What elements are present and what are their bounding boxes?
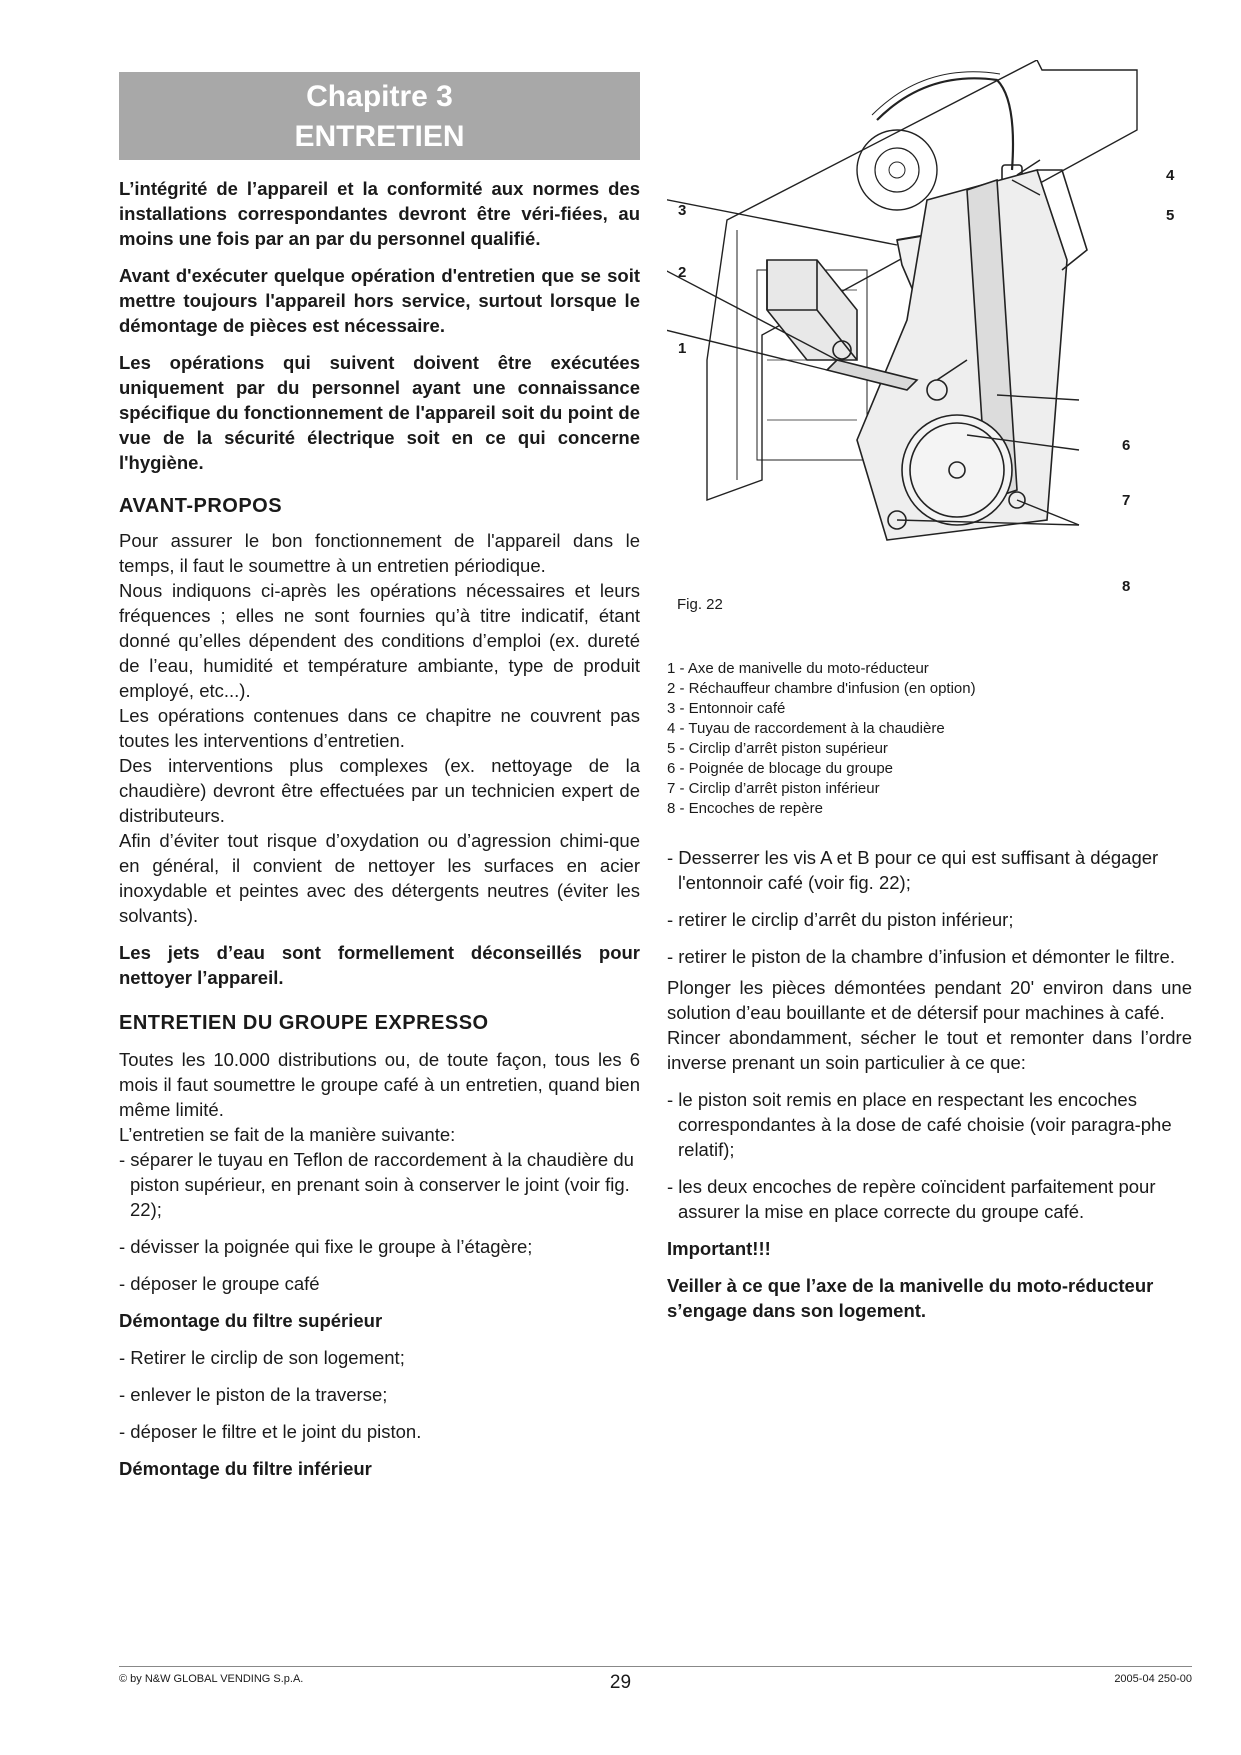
- intro-paragraph: Avant d'exécuter quelque opération d'entretien que se soit mettre toujours l'appareil hors service, surtout lorsque le démontage de pièces est nécessaire.: [119, 265, 640, 336]
- document-code: 2005-04 250-00: [1114, 1673, 1192, 1685]
- list-item: - le piston soit remis en place en respectant les encoches correspondantes à la dose de café choisie (voir paragra-phe relatif);: [667, 1089, 1172, 1160]
- body-paragraph: Des interventions plus complexes (ex. nettoyage de la chaudière) devront être effectuées par un technicien expert de distributeurs.: [119, 755, 640, 826]
- footer-copyright: © by N&W GLOBAL VENDING S.p.A.: [119, 1673, 304, 1685]
- warning-paragraph: Les jets d’eau sont formellement déconseillés pour nettoyer l’appareil.: [119, 942, 640, 988]
- section-heading-avant-propos: AVANT-PROPOS: [119, 495, 283, 517]
- legend-item: 2 - Réchauffeur chambre d'infusion (en option): [667, 680, 976, 697]
- body-paragraph: Plonger les pièces démontées pendant 20' environ dans une solution d’eau bouillante et de détersif pour machines à café.: [667, 977, 1192, 1023]
- page-number: 29: [609, 1672, 632, 1693]
- list-item: - Retirer le circlip de son logement;: [119, 1347, 405, 1368]
- subheading-filtre-inferieur: Démontage du filtre inférieur: [119, 1458, 372, 1479]
- important-note: Veiller à ce que l’axe de la manivelle du moto-réducteur s’engage dans son logement.: [667, 1275, 1154, 1321]
- left-column: [119, 72, 640, 1481]
- body-paragraph: L’entretien se fait de la manière suivante:: [119, 1124, 456, 1145]
- intro-paragraph: L’intégrité de l’appareil et la conformité aux normes des installations correspondantes devront être véri-fiées, au moins une fois par an par du personnel qualifié.: [119, 178, 640, 249]
- list-item: - retirer le circlip d’arrêt du piston inférieur;: [667, 909, 1014, 930]
- important-label: Important!!!: [667, 1238, 771, 1259]
- chapter-title: ENTRETIEN: [294, 120, 465, 153]
- list-item: - dévisser la poignée qui fixe le groupe à l’étagère;: [119, 1236, 533, 1257]
- callout-8: 8: [1122, 578, 1131, 595]
- list-item: - déposer le groupe café: [119, 1273, 320, 1294]
- list-item: - les deux encoches de repère coïncident parfaitement pour assurer la mise en place correcte du groupe café.: [667, 1176, 1156, 1222]
- legend-item: 1 - Axe de manivelle du moto-réducteur: [667, 660, 929, 677]
- body-paragraph: Rincer abondamment, sécher le tout et remonter dans l’ordre inverse prenant un soin particulier à ce que:: [667, 1027, 1192, 1073]
- callout-2: 2: [678, 264, 687, 281]
- intro-paragraph: Les opérations qui suivent doivent être exécutées uniquement par du personnel ayant une connaissance spécifique du fonctionnement de l'appareil soit du point de vue de la sécurité électrique soit en ce qui concerne l'hygiène.: [119, 352, 640, 473]
- legend-item: 5 - Circlip d’arrêt piston supérieur: [667, 740, 888, 757]
- callout-3: 3: [678, 202, 687, 219]
- body-paragraph: Nous indiquons ci-après les opérations nécessaires et leurs fréquences ; elles ne sont fournies qu’à titre indicatif, étant donné qu’elles dépendent des conditions d’emploi (ex. dureté de l’eau, humidité et température ambiante, type de produit employé, etc...).: [119, 580, 640, 701]
- fig-22-illustration: [667, 60, 1197, 620]
- body-paragraph: Les opérations contenues dans ce chapitre ne couvrent pas toutes les interventions d’entretien.: [119, 705, 640, 751]
- legend-item: 7 - Circlip d’arrêt piston inférieur: [667, 780, 880, 797]
- body-paragraph: Afin d’éviter tout risque d’oxydation ou d’agression chimi-que en général, il convient de nettoyer les surfaces en acier inoxydable et peintes avec des détergents neutres (éviter les solvants).: [119, 830, 640, 926]
- list-item: - Desserrer les vis A et B pour ce qui est suffisant à dégager l'entonnoir café (voir fig. 22);: [667, 847, 1159, 893]
- callout-4: 4: [1166, 167, 1175, 184]
- chapter-number: Chapitre 3: [306, 80, 453, 113]
- figure-legend: [667, 659, 1192, 819]
- right-column: [667, 845, 1192, 1323]
- chapter-header: [119, 72, 640, 160]
- callout-6: 6: [1122, 437, 1131, 454]
- list-item: - déposer le filtre et le joint du piston.: [119, 1421, 422, 1442]
- callout-5: 5: [1166, 207, 1175, 224]
- legend-item: 6 - Poignée de blocage du groupe: [667, 760, 894, 777]
- list-item: - enlever le piston de la traverse;: [119, 1384, 388, 1405]
- body-paragraph: Toutes les 10.000 distributions ou, de toute façon, tous les 6 mois il faut soumettre le groupe café à un entretien, quand bien même limité.: [119, 1049, 640, 1120]
- callout-1: 1: [678, 340, 687, 357]
- legend-item: 3 - Entonnoir café: [667, 700, 786, 717]
- legend-item: 4 - Tuyau de raccordement à la chaudière: [667, 720, 945, 737]
- subheading-filtre-superieur: Démontage du filtre supérieur: [119, 1310, 383, 1331]
- list-item: - retirer le piston de la chambre d’infusion et démonter le filtre.: [667, 946, 1175, 967]
- callout-7: 7: [1122, 492, 1131, 509]
- section-heading-groupe-expresso: ENTRETIEN DU GROUPE EXPRESSO: [119, 1012, 489, 1034]
- figure-caption: Fig. 22: [677, 596, 723, 613]
- footer-rule: [119, 1666, 1192, 1667]
- legend-item: 8 - Encoches de repère: [667, 800, 823, 817]
- body-paragraph: Pour assurer le bon fonctionnement de l'appareil dans le temps, il faut le soumettre à un entretien périodique.: [119, 530, 640, 576]
- list-item: - séparer le tuyau en Teflon de raccordement à la chaudière du piston supérieur, en prenant soin à conserver le joint (voir fig. 22);: [119, 1149, 634, 1220]
